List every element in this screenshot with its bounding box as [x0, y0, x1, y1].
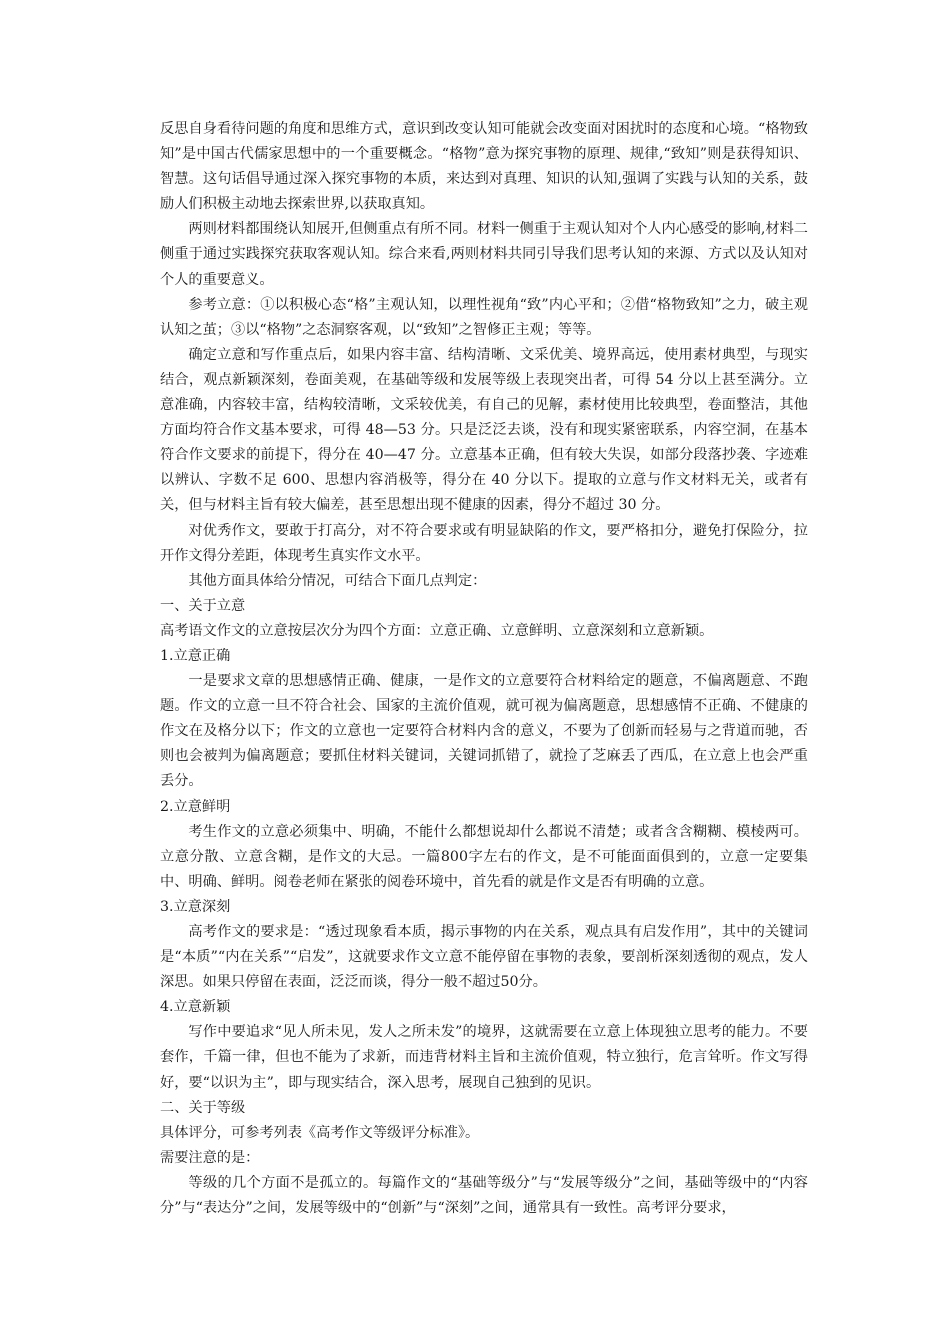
paragraph-theme-clear: 考生作文的立意必须集中、明确，不能什么都想说却什么都说不清楚；或者含含糊糊、模棱两可。立意分散、立意含糊，是作文的大忌。一篇800字左右的作文，是不可能面面俱到的，立意一定要集中、明确、鲜明。阅卷老师在紧张的阅卷环境中，首先看的就是作文是否有明确的立意。	[160, 823, 808, 890]
paragraph-reference-themes: 参考立意：①以积极心态“格”主观认知，以理性视角“致”内心平和；②借“格物致知”之力，破主观认知之茧；③以“格物”之态洞察客观，以“致知”之智修正主观；等等。	[160, 296, 808, 338]
paragraph-reflection-gewu: 反思自身看待问题的角度和思维方式，意识到改变认知可能就会改变面对困扰时的态度和心境。“格物致知”是中国古代儒家思想中的一个重要概念。“格物”意为探究事物的原理、规律,“致知”则是获得知识、智慧。这句话倡导通过深入探究事物的本质，来达到对真理、知识的认知,强调了实践与认知的关系，鼓励人们积极主动地去探索世界,以获取真知。	[160, 121, 808, 213]
paragraph-theme-novel: 写作中要追求“见人所未见，发人之所未发”的境界，这就需要在立意上体现独立思考的能力。不要套作，千篇一律，但也不能为了求新，而违背材料主旨和主流价值观，特立独行，危言耸听。作文写得好，要“以识为主”，即与现实结合，深入思考，展现自己独到的见识。	[160, 1024, 808, 1091]
paragraph-theme-levels: 高考语文作文的立意按层次分为四个方面：立意正确、立意鲜明、立意深刻和立意新颖。	[160, 622, 714, 639]
paragraph-other-aspects: 其他方面具体给分情况，可结合下面几点判定：	[188, 572, 487, 589]
paragraph-note-intro: 需要注意的是：	[160, 1149, 260, 1166]
paragraph-theme-deep: 高考作文的要求是：“透过现象看本质，揭示事物的内在关系，观点具有启发作用”，其中的关键词是“本质”“内在关系”“启发”，这就要求作文立意不能停留在事物的表象，要剖析深刻透彻的观点，发人深思。如果只停留在表面，泛泛而谈，得分一般不超过50分。	[160, 924, 808, 991]
section-heading-theme: 一、关于立意	[160, 597, 246, 614]
subheading-theme-correct: 1.立意正确	[160, 647, 231, 664]
paragraph-excellent-essays: 对优秀作文，要敢于打高分，对不符合要求或有明显缺陷的作文，要严格扣分，避免打保险分，拉开作文得分差距，体现考生真实作文水平。	[160, 522, 808, 564]
paragraph-grade-consistency: 等级的几个方面不是孤立的。每篇作文的“基础等级分”与“发展等级分”之间，基础等级中的“内容分”与“表达分”之间，发展等级中的“创新”与“深刻”之间，通常具有一致性。高考评分要求，	[160, 1174, 808, 1217]
document-page	[160, 117, 808, 1221]
paragraph-two-materials: 两则材料都围绕认知展开,但侧重点有所不同。材料一侧重于主观认知对个人内心感受的影响,材料二侧重于通过实践探究获取客观认知。综合来看,两则材料共同引导我们思考认知的来源、方式以及认知对个人的重要意义。	[160, 221, 808, 288]
subheading-theme-deep: 3.立意深刻	[160, 898, 231, 915]
subheading-theme-novel: 4.立意新颖	[160, 999, 231, 1016]
section-heading-grades: 二、关于等级	[160, 1099, 246, 1116]
paragraph-theme-correct: 一是要求文章的思想感情正确、健康，一是作文的立意要符合材料给定的题意，不偏离题意、不跑题。作文的立意一旦不符合社会、国家的主流价值观，就可视为偏离题意，思想感情不正确、不健康的作文在及格分以下；作文的立意也一定要符合材料内含的意义，不要为了创新而轻易与之背道而驰，否则也会被判为偏离题意；要抓住材料关键词，关键词抓错了，就捡了芝麻丢了西瓜，在立意上也会严重丢分。	[160, 673, 808, 790]
subheading-theme-clear: 2.立意鲜明	[160, 798, 231, 815]
paragraph-grade-reference: 具体评分，可参考列表《高考作文等级评分标准》。	[160, 1124, 480, 1141]
paragraph-scoring-levels: 确定立意和写作重点后，如果内容丰富、结构清晰、文采优美、境界高远，使用素材典型，与现实结合，观点新颖深刻，卷面美观，在基础等级和发展等级上表现突出者，可得 54 分以上甚至满分。立意准确，内容较丰富，结构较清晰，文采较优美，有自己的见解，素材使用比较典型，卷面整洁，其他方面均符合作文基本要求，可得 48—53 分。只是泛泛去谈，没有和现实紧密联系，内容空洞，在基本符合作文要求的前提下，得分在 40—47 分。立意基本正确，但有较大失误，如部分段落抄袭、字迹难以辨认、字数不足 600、思想内容消极等，得分在 40 分以下。提取的立意与作文材料无关，或者有关，但与材料主旨有较大偏差，甚至思想出现不健康的因素，得分不超过 30 分。	[160, 346, 808, 514]
